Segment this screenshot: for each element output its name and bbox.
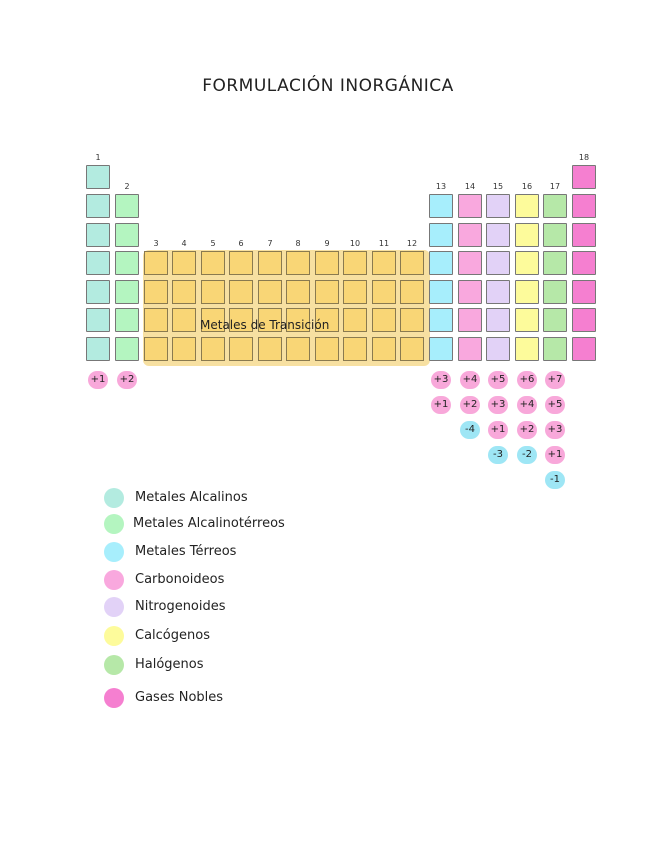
element-cell: [400, 337, 424, 361]
oxidation-state-badge: +1: [545, 446, 565, 464]
element-cell: [258, 280, 282, 304]
oxidation-state-badge: +2: [460, 396, 480, 414]
element-cell: [201, 280, 225, 304]
page-title: FORMULACIÓN INORGÁNICA: [202, 76, 454, 96]
group-number-17: 17: [549, 182, 561, 191]
element-cell: [429, 251, 453, 275]
element-cell: [343, 251, 367, 275]
legend-label: Carbonoideos: [135, 572, 225, 587]
element-cell: [343, 337, 367, 361]
oxidation-state-badge: +1: [488, 421, 508, 439]
oxidation-state-badge: -1: [545, 471, 565, 489]
group-number-11: 11: [378, 239, 390, 248]
element-cell: [86, 165, 110, 189]
element-cell: [429, 194, 453, 218]
element-cell: [86, 280, 110, 304]
element-cell: [201, 337, 225, 361]
element-cell: [144, 280, 168, 304]
element-cell: [172, 337, 196, 361]
element-cell: [86, 337, 110, 361]
oxidation-state-badge: +5: [545, 396, 565, 414]
element-cell: [572, 251, 596, 275]
element-cell: [572, 337, 596, 361]
element-cell: [515, 337, 539, 361]
element-cell: [515, 308, 539, 332]
element-cell: [572, 165, 596, 189]
element-cell: [486, 194, 510, 218]
group-number-4: 4: [181, 239, 187, 248]
legend-label: Nitrogenoides: [135, 599, 226, 614]
element-cell: [286, 337, 310, 361]
element-cell: [400, 308, 424, 332]
oxidation-state-badge: +1: [431, 396, 451, 414]
group-number-8: 8: [295, 239, 301, 248]
element-cell: [172, 251, 196, 275]
element-cell: [86, 194, 110, 218]
element-cell: [372, 308, 396, 332]
oxidation-state-badge: +1: [88, 371, 108, 389]
element-cell: [486, 280, 510, 304]
element-cell: [229, 337, 253, 361]
legend-swatch: [104, 688, 124, 708]
group-number-5: 5: [210, 239, 216, 248]
legend-label: Gases Nobles: [135, 690, 224, 705]
element-cell: [572, 194, 596, 218]
oxidation-state-badge: +2: [117, 371, 137, 389]
element-cell: [515, 194, 539, 218]
group-number-18: 18: [578, 153, 590, 162]
legend-swatch: [104, 488, 124, 508]
element-cell: [144, 308, 168, 332]
element-cell: [229, 251, 253, 275]
oxidation-state-badge: +4: [517, 396, 537, 414]
element-cell: [486, 337, 510, 361]
legend-swatch: [104, 655, 124, 675]
element-cell: [543, 251, 567, 275]
element-cell: [115, 223, 139, 247]
oxidation-state-badge: +3: [488, 396, 508, 414]
element-cell: [115, 194, 139, 218]
element-cell: [115, 308, 139, 332]
element-cell: [86, 223, 110, 247]
group-number-6: 6: [238, 239, 244, 248]
element-cell: [486, 223, 510, 247]
element-cell: [372, 280, 396, 304]
element-cell: [572, 308, 596, 332]
element-cell: [172, 280, 196, 304]
group-number-10: 10: [349, 239, 361, 248]
element-cell: [315, 337, 339, 361]
oxidation-state-badge: -3: [488, 446, 508, 464]
group-number-14: 14: [464, 182, 476, 191]
element-cell: [86, 308, 110, 332]
element-cell: [572, 223, 596, 247]
element-cell: [572, 280, 596, 304]
element-cell: [458, 251, 482, 275]
legend-label: Metales Alcalinotérreos: [133, 516, 285, 531]
legend-swatch: [104, 514, 124, 534]
element-cell: [543, 337, 567, 361]
oxidation-state-badge: +2: [517, 421, 537, 439]
oxidation-state-badge: +4: [460, 371, 480, 389]
legend-label: Metales Alcalinos: [135, 490, 248, 505]
element-cell: [429, 337, 453, 361]
transition-metals-label: Metales de Transición: [200, 318, 330, 332]
oxidation-state-badge: -2: [517, 446, 537, 464]
group-number-7: 7: [267, 239, 273, 248]
legend-swatch: [104, 542, 124, 562]
element-cell: [229, 280, 253, 304]
element-cell: [543, 194, 567, 218]
element-cell: [115, 251, 139, 275]
element-cell: [315, 251, 339, 275]
oxidation-state-badge: +7: [545, 371, 565, 389]
element-cell: [400, 280, 424, 304]
group-number-12: 12: [406, 239, 418, 248]
element-cell: [372, 251, 396, 275]
element-cell: [258, 251, 282, 275]
element-cell: [86, 251, 110, 275]
element-cell: [115, 337, 139, 361]
element-cell: [486, 308, 510, 332]
element-cell: [172, 308, 196, 332]
element-cell: [258, 337, 282, 361]
element-cell: [515, 251, 539, 275]
group-number-15: 15: [492, 182, 504, 191]
oxidation-state-badge: +3: [545, 421, 565, 439]
legend-swatch: [104, 570, 124, 590]
element-cell: [458, 337, 482, 361]
element-cell: [115, 280, 139, 304]
element-cell: [315, 280, 339, 304]
oxidation-state-badge: +5: [488, 371, 508, 389]
element-cell: [144, 251, 168, 275]
oxidation-state-badge: -4: [460, 421, 480, 439]
element-cell: [515, 280, 539, 304]
element-cell: [543, 280, 567, 304]
legend-swatch: [104, 597, 124, 617]
group-number-13: 13: [435, 182, 447, 191]
element-cell: [458, 308, 482, 332]
element-cell: [144, 337, 168, 361]
legend-swatch: [104, 626, 124, 646]
element-cell: [429, 223, 453, 247]
group-number-3: 3: [153, 239, 159, 248]
element-cell: [201, 251, 225, 275]
element-cell: [372, 337, 396, 361]
legend-label: Calcógenos: [135, 628, 210, 643]
group-number-16: 16: [521, 182, 533, 191]
element-cell: [458, 280, 482, 304]
oxidation-state-badge: +3: [431, 371, 451, 389]
group-number-2: 2: [124, 182, 130, 191]
element-cell: [429, 308, 453, 332]
element-cell: [543, 308, 567, 332]
legend-label: Metales Térreos: [135, 544, 237, 559]
group-number-9: 9: [324, 239, 330, 248]
element-cell: [543, 223, 567, 247]
element-cell: [486, 251, 510, 275]
element-cell: [400, 251, 424, 275]
element-cell: [515, 223, 539, 247]
legend-label: Halógenos: [135, 657, 204, 672]
element-cell: [343, 280, 367, 304]
element-cell: [343, 308, 367, 332]
element-cell: [458, 194, 482, 218]
element-cell: [286, 280, 310, 304]
oxidation-state-badge: +6: [517, 371, 537, 389]
element-cell: [458, 223, 482, 247]
element-cell: [429, 280, 453, 304]
group-number-1: 1: [95, 153, 101, 162]
element-cell: [286, 251, 310, 275]
